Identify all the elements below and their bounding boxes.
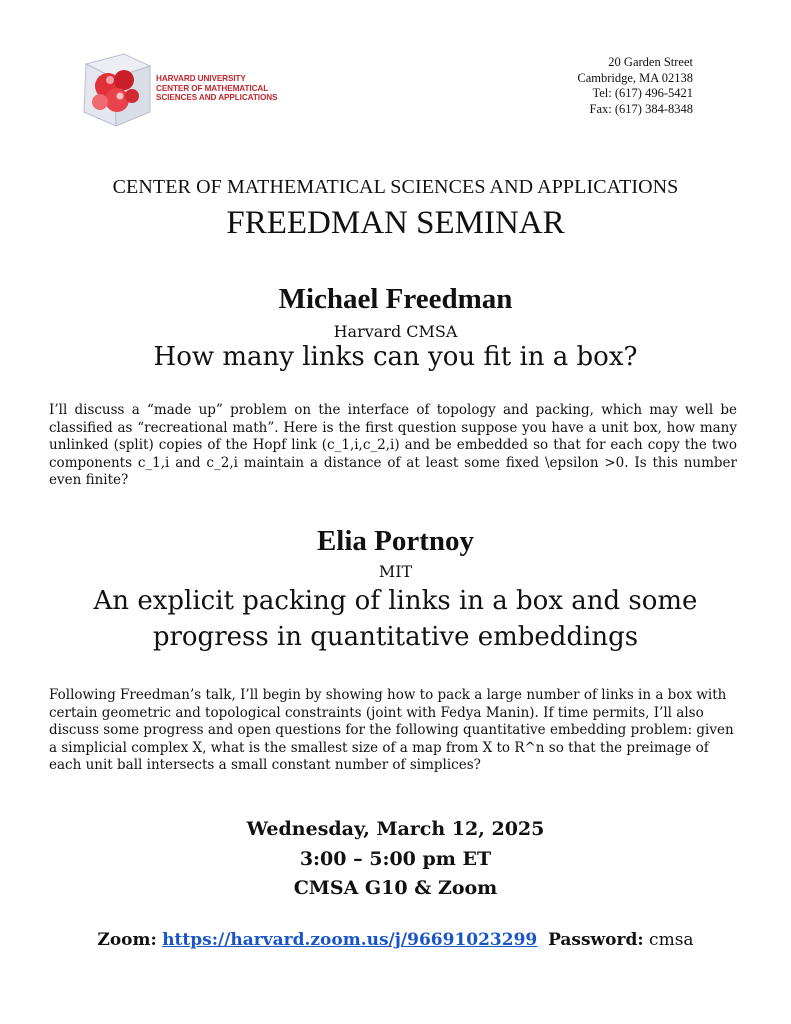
event-time: 3:00 – 5:00 pm ET <box>299 848 492 870</box>
address-street: 20 Garden Street <box>608 55 693 69</box>
talk-2-title <box>0 583 791 655</box>
center-heading: CENTER OF MATHEMATICAL SCIENCES AND APPLICATIONS <box>112 176 679 198</box>
address-block <box>577 55 693 117</box>
event-location: CMSA G10 & Zoom <box>293 877 498 899</box>
cmsa-logo <box>80 50 278 130</box>
zoom-link[interactable]: https://harvard.zoom.us/j/96691023299 <box>162 930 538 950</box>
talk-2-title-line-2: progress in quantitative embeddings <box>152 622 639 652</box>
event-date: Wednesday, March 12, 2025 <box>246 818 545 840</box>
talk-2-title-line-1: An explicit packing of links in a box and some <box>93 586 698 616</box>
password-value: cmsa <box>649 930 694 950</box>
speaker-1-name: Michael Freedman <box>278 283 513 315</box>
speaker-1-affiliation: Harvard CMSA <box>333 322 458 341</box>
red-polyhedra-in-cube-icon <box>80 50 154 128</box>
address-fax: Fax: (617) 384-8348 <box>589 101 693 116</box>
talk-2-abstract: Following Freedman’s talk, I’ll begin by showing how to pack a large number of links in a box with certain geometric and topological constraints (joint with Fedya Manin). If time permits, I’ll also discuss some progress and open questions for the following quantitative embedding problem: given a simplicial complex X, what is the smallest size of a map from X to R^n so that the preimage of each unit ball intersects a small constant number of simplices? <box>49 687 734 774</box>
address-city: Cambridge, MA 02138 <box>577 70 693 85</box>
address-tel: Tel: (617) 496-5421 <box>592 86 693 100</box>
logo-text-sciences: SCIENCES AND APPLICATIONS <box>156 93 278 102</box>
logo-text-university: HARVARD UNIVERSITY <box>156 74 246 83</box>
seminar-title: FREEDMAN SEMINAR <box>226 205 565 241</box>
speaker-2-affiliation: MIT <box>378 562 413 581</box>
zoom-label: Zoom: <box>97 930 157 950</box>
speaker-2-name: Elia Portnoy <box>316 525 475 557</box>
logo-text-center: CENTER OF MATHEMATICAL <box>156 83 269 93</box>
talk-1-title: How many links can you fit in a box? <box>153 342 638 372</box>
password-label: Password: <box>548 930 644 950</box>
zoom-info <box>0 930 791 950</box>
talk-1-abstract: I’ll discuss a “made up” problem on the interface of topology and packing, which may well be classified as “recreational math”. Here is the first question suppose you have a unit box, how many unlinked (split) copies of the Hopf link (c_1,i,c_2,i) and be embedded so that for each copy the two components c_1,i and c_2,i maintain a distance of at least some fixed \epsilon >0. Is this number even finite? <box>49 402 737 489</box>
